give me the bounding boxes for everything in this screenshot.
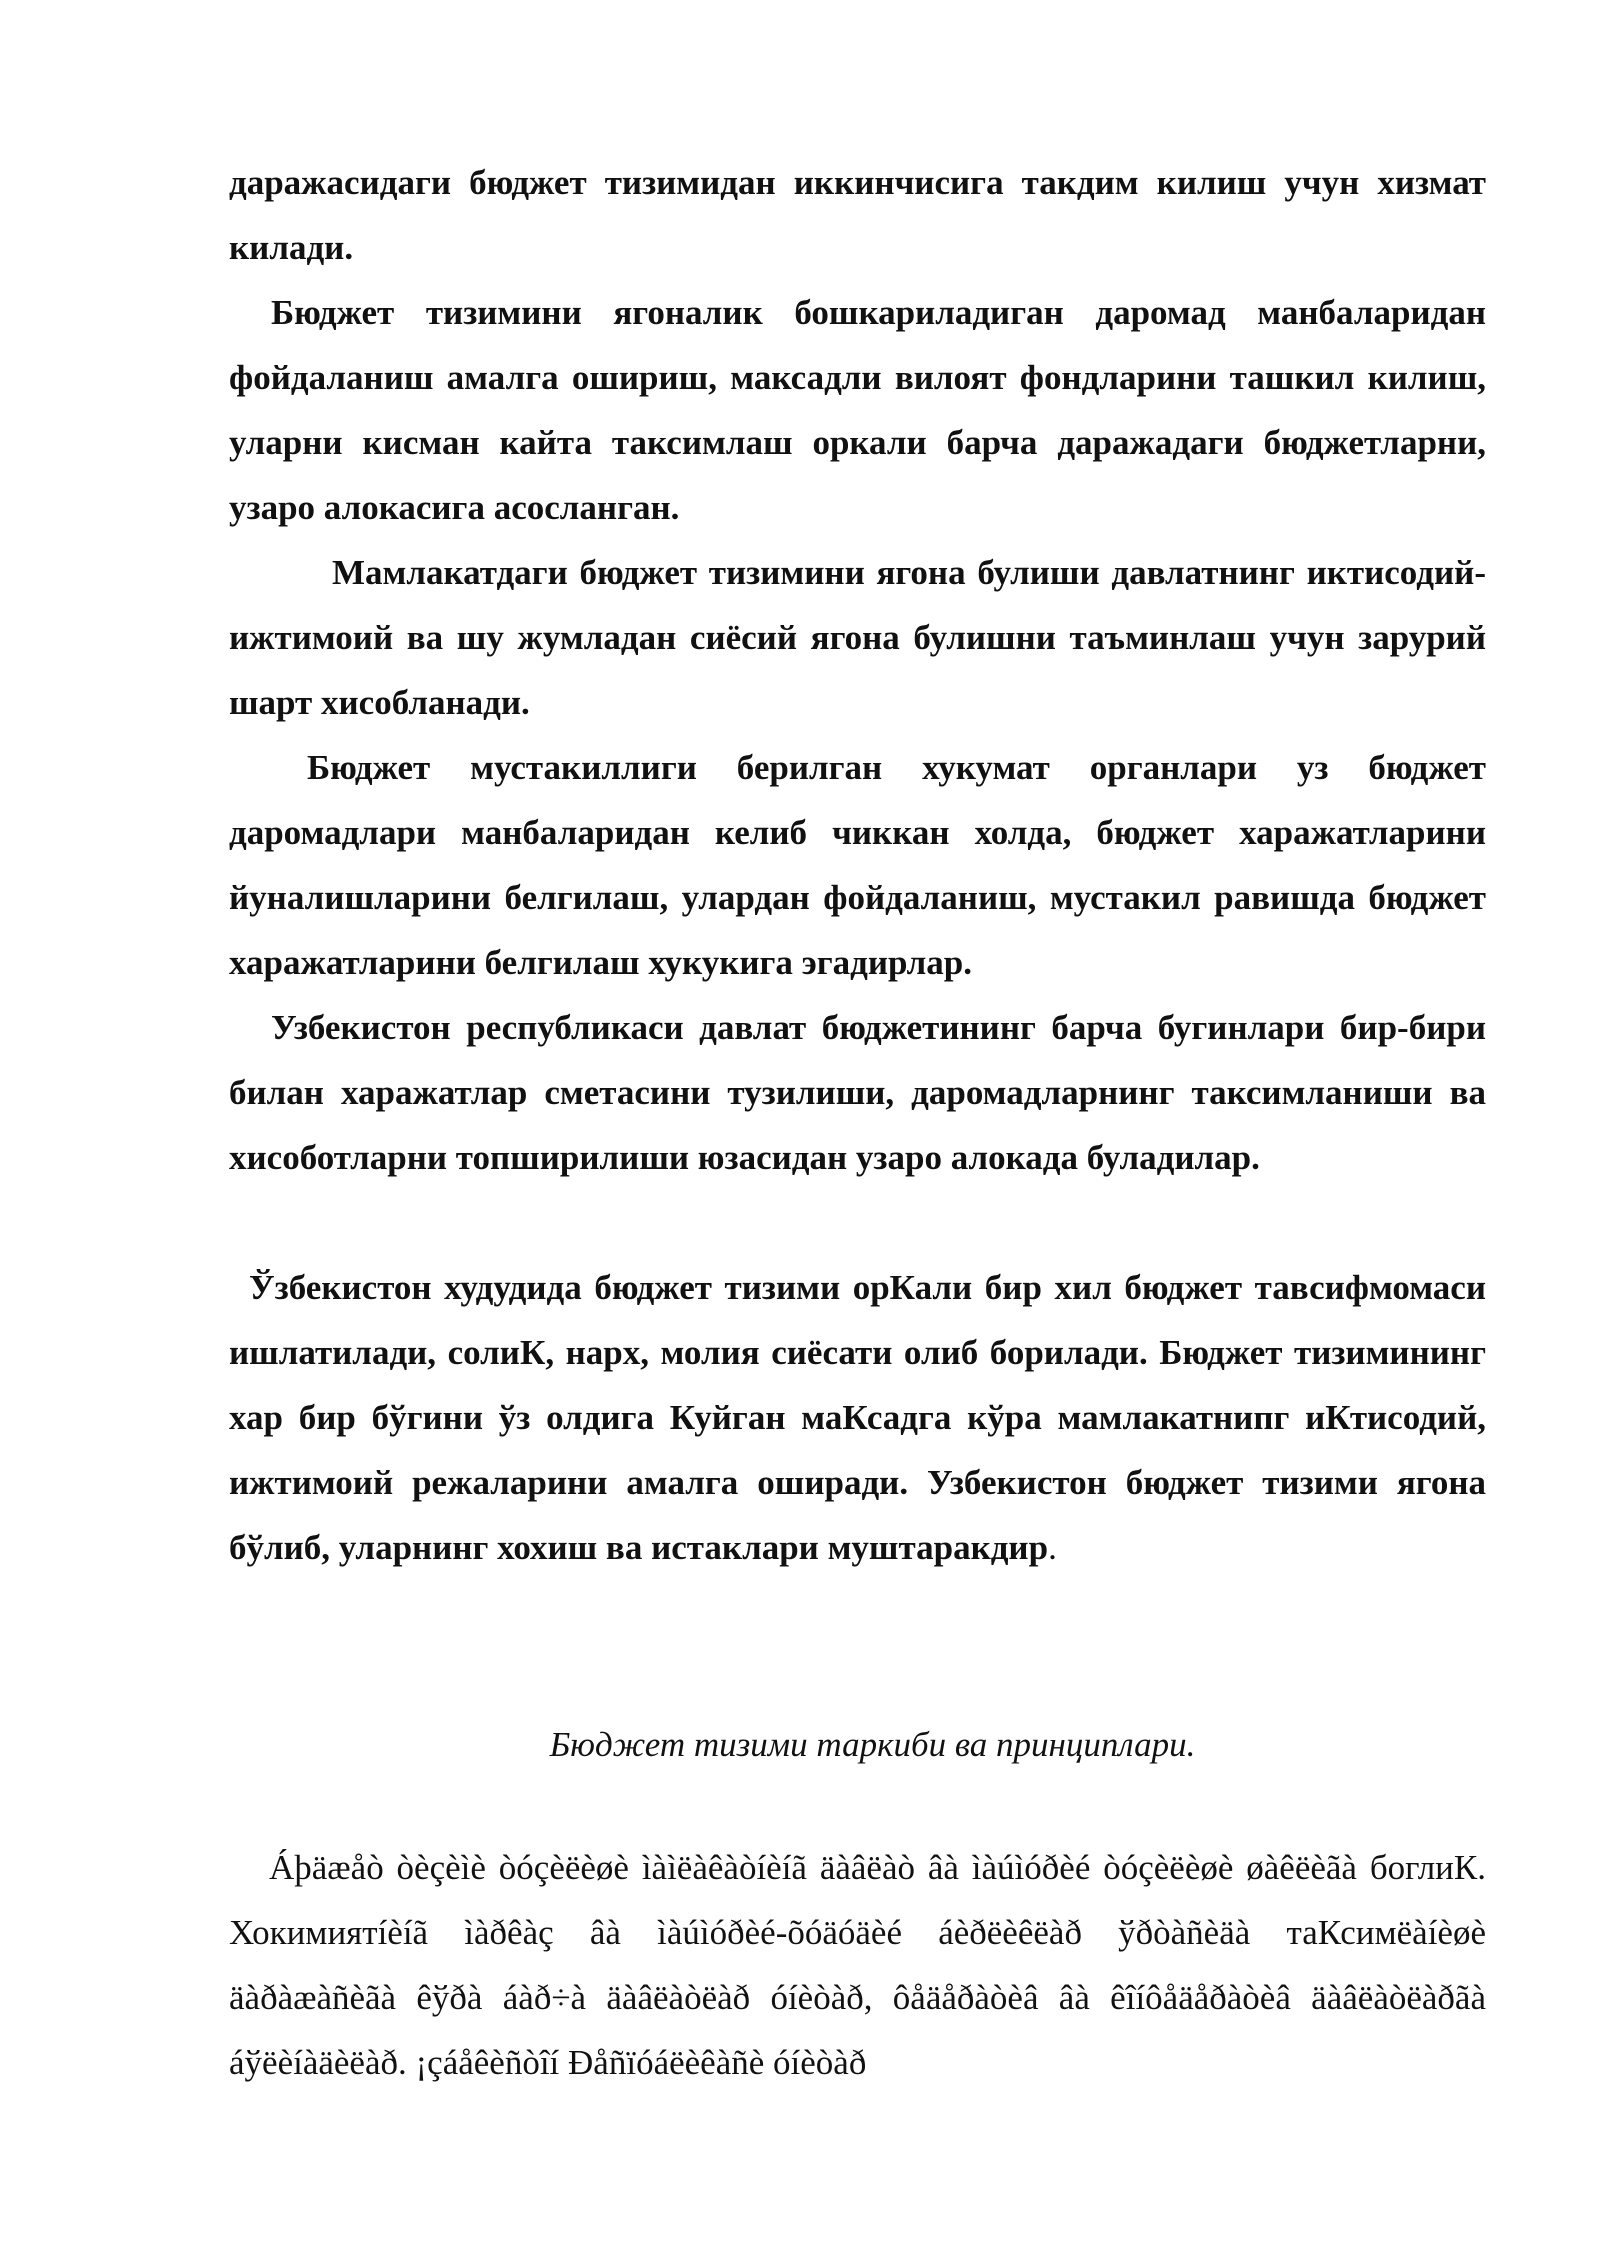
paragraph-3: Мамлакатдаги бюджет тизимини ягона булиши давлатнинг иктисодий-ижтимоий ва шу жумладан сиёсий ягона булишни таъминлаш учун зарурий шарт хисобланади.: [229, 553, 1486, 722]
paragraph-2: Бюджет тизимини ягоналик бошкариладиган даромад манбаларидан фойдаланиш амалга ошириш, максадли вилоят фондларини ташкил килиш, уларни кисман кайта таксимлаш оркали барча даражадаги бюджетларни, узаро алокасига асосланган.: [229, 293, 1486, 527]
paragraph-1: даражасидаги бюджет тизимидан иккинчисига такдим килиш учун хизмат килади.: [229, 163, 1486, 267]
section-heading: Бюджет тизими таркиби ва принциплари.: [549, 1725, 1196, 1764]
paragraph-6-period: .: [1048, 1528, 1057, 1567]
paragraph-6-text: Ўзбекистон худудида бюджет тизими орКали бир хил бюджет тавсифмомаси ишлатилади, солиК, нарх, молия сиёсати олиб борилади. Бюджет тизимининг хар бир бўгини ўз олдига Куйган маКсадга кўра мамлакатнипг иКтисодий, ижтимоий режаларини амалга оширади. Узбекистон бюджет тизими ягона бўлиб, уларнинг хохиш ва истаклари муштаракдир: [229, 1268, 1486, 1567]
paragraph-4: Бюджет мустакиллиги берилган хукумат органлари уз бюджет даромадлари манбаларидан келиб чиккан холда, бюджет харажатларини йуналишларини белгилаш, улардан фойдаланиш, мустакил равишда бюджет харажатларини белгилаш хукукига эгадирлар.: [229, 748, 1486, 982]
garbled-paragraph: Áþäæåò òèçèìè òóçèëèøè ìàìëàêàòíèíã äàâëàò âà ìàúìóðèé òóçèëèøè øàêëèãà боглиК. Хокимиятíèíã ìàðêàç âà ìàúìóðèé-õóäóäèé áèðëèêëàð ўðòàñèäà таКсимëàíèøè äàðàæàñèãà êўðà áàð÷à äàâëàòëàð óíèòàð, ôåäåðàòèâ âà êîíôåäåðàòèâ äàâëàòëàðãà áўëèíàäèëàð. ¡çáåêèñòîí Ðåñïóáëèêàñè óíèòàð: [229, 1848, 1486, 2082]
paragraph-6: [229, 1255, 1486, 1580]
paragraph-5: Узбекистон республикаси давлат бюджетининг барча бугинлари бир-бири билан харажатлар сметасини тузилиши, даромадларнинг таксимланиши ва хисоботларни топширилиши юзасидан узаро алокада буладилар.: [229, 1008, 1486, 1177]
